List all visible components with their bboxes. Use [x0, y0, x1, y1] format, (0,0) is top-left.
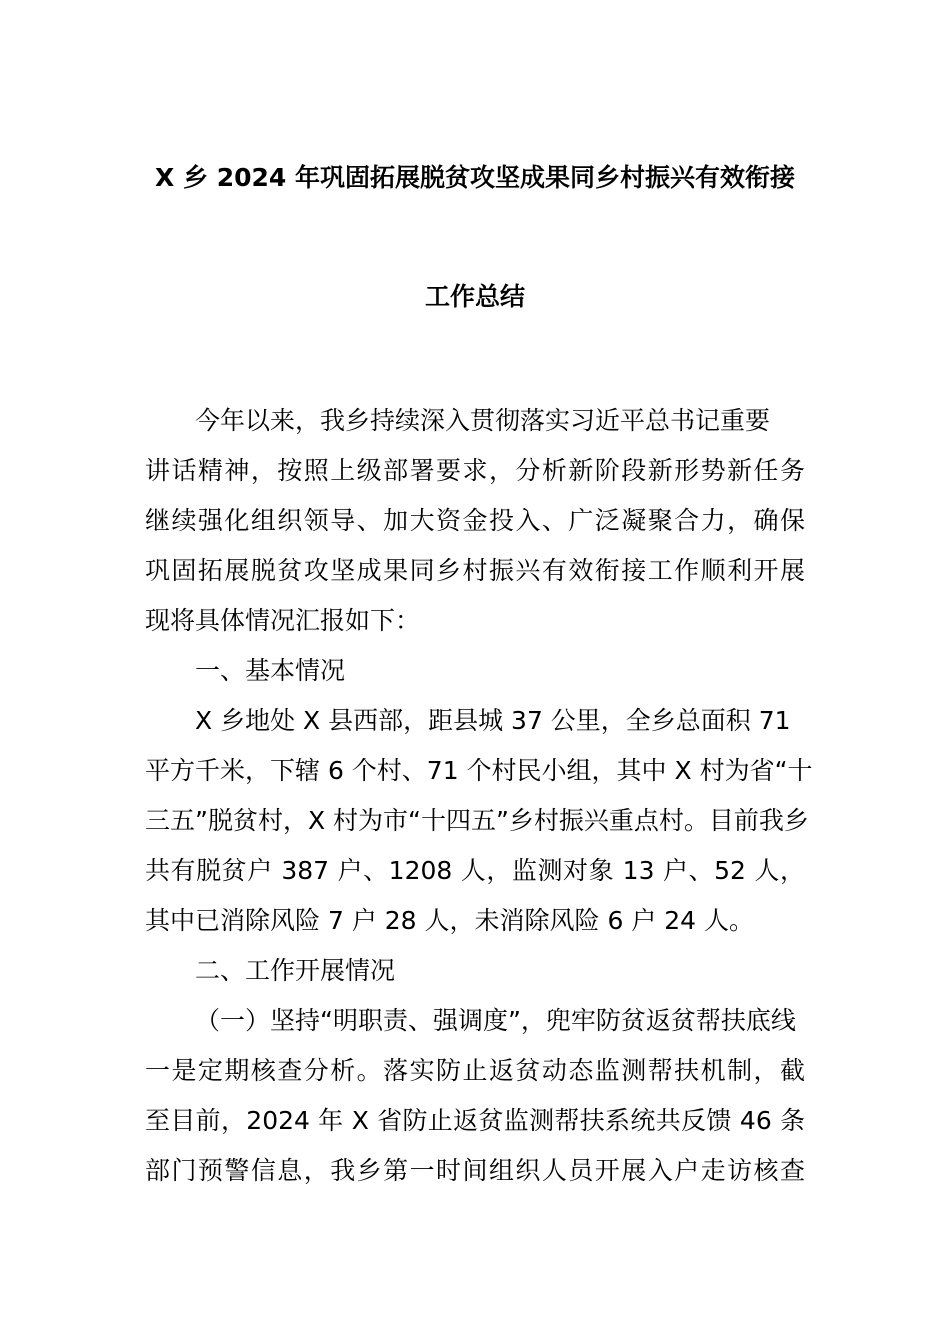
paragraph-basic-line-3: 三五”脱贫村，X 村为市“十四五”乡村振兴重点村。目前我乡 — [145, 806, 809, 835]
document-title-line-1: X 乡 2024 年巩固拓展脱贫攻坚成果同乡村振兴有效衔接 — [155, 163, 795, 192]
paragraph-basic-line-2: 平方千米，下辖 6 个村、71 个村民小组，其中 X 村为省“十 — [145, 756, 813, 785]
section-heading-work: 二、工作开展情况 — [195, 956, 396, 985]
paragraph-intro-line-5: 现将具体情况汇报如下： — [145, 606, 421, 635]
paragraph-basic-line-5: 其中已消除风险 7 户 28 人，未消除风险 6 户 24 人。 — [145, 906, 755, 935]
paragraph-intro-line-1: 今年以来，我乡持续深入贯彻落实习近平总书记重要 — [195, 406, 771, 435]
paragraph-intro-line-4: 巩固拓展脱贫攻坚成果同乡村振兴有效衔接工作顺利开展 — [145, 556, 805, 585]
paragraph-intro-line-3: 继续强化组织领导、加大资金投入、广泛凝聚合力，确保 — [145, 506, 805, 535]
paragraph-basic-line-1: X 乡地处 X 县西部，距县城 37 公里，全乡总面积 71 — [195, 706, 791, 735]
section-heading-basic: 一、基本情况 — [195, 656, 346, 685]
paragraph-work-line-1: 一是定期核查分析。落实防止返贫动态监测帮扶机制，截 — [145, 1056, 805, 1085]
paragraph-work-line-3: 部门预警信息，我乡第一时间组织人员开展入户走访核查 — [145, 1156, 805, 1185]
paragraph-basic-line-4: 共有脱贫户 387 户、1208 人，监测对象 13 户、52 人， — [145, 856, 805, 885]
subsection-heading-1: （一）坚持“明职责、强调度”，兜牢防贫返贫帮扶底线 — [195, 1006, 796, 1035]
paragraph-work-line-2: 至目前，2024 年 X 省防止返贫监测帮扶系统共反馈 46 条 — [145, 1106, 805, 1135]
document-title-line-2: 工作总结 — [424, 282, 525, 311]
paragraph-intro-line-2: 讲话精神，按照上级部署要求，分析新阶段新形势新任务 — [145, 456, 805, 485]
